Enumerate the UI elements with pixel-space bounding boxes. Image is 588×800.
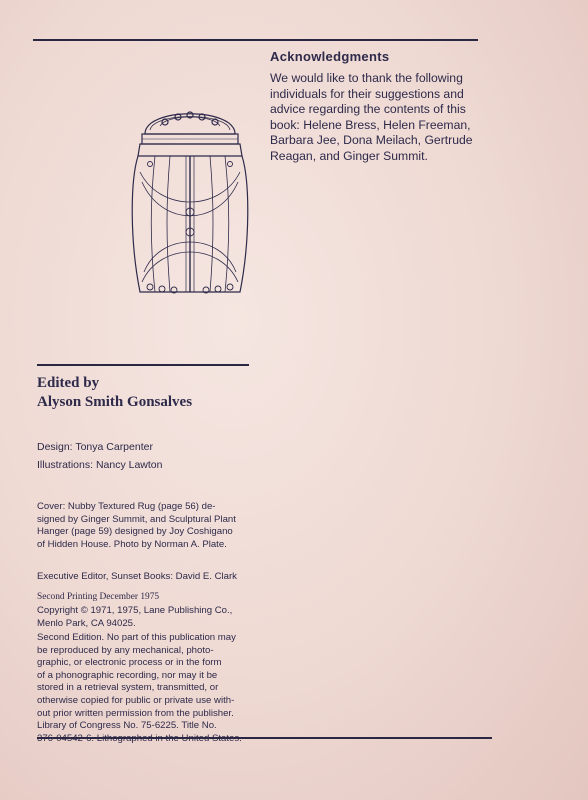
edition-line: out prior written permission from the publisher. bbox=[37, 707, 234, 719]
edited-by-label: Edited by bbox=[37, 375, 100, 391]
cover-line: signed by Ginger Summit, and Sculptural Plant bbox=[37, 513, 236, 525]
acknowledgments-line: advice regarding the contents of this bbox=[270, 102, 466, 117]
executive-editor: Executive Editor, Sunset Books: David E. Clark bbox=[37, 571, 237, 582]
design-credit: Design: Tonya Carpenter bbox=[37, 441, 153, 453]
acknowledgments-line: individuals for their suggestions and bbox=[270, 86, 464, 101]
edition-line: graphic, or electronic process or in the form bbox=[37, 657, 222, 669]
edition-line: Library of Congress No. 75-6225. Title No. bbox=[37, 720, 217, 732]
acknowledgments-text bbox=[270, 71, 482, 165]
acknowledgments-line: We would like to thank the following bbox=[270, 71, 463, 85]
edition-line: Second Edition. No part of this publication may bbox=[37, 632, 236, 643]
edition-line: otherwise copied for public or private use with- bbox=[37, 694, 235, 706]
edition-line: 376-04542-6. Lithographed in the United States. bbox=[37, 732, 242, 744]
copyright-line: Copyright © 1971, 1975, Lane Publishing Co., bbox=[37, 605, 233, 616]
edition-line: of a phonographic recording, nor may it be bbox=[37, 669, 218, 681]
edition-line: be reproduced by any mechanical, photo- bbox=[37, 644, 214, 656]
editor-block bbox=[37, 374, 192, 412]
editor-rule bbox=[37, 364, 249, 366]
acknowledgments-title: Acknowledgments bbox=[270, 49, 390, 64]
printing-info: Second Printing December 1975 bbox=[37, 592, 160, 602]
copyright-block bbox=[37, 605, 265, 630]
cover-line: of Hidden House. Photo by Norman A. Plate. bbox=[37, 538, 227, 550]
edition-line: stored in a retrieval system, transmitted, or bbox=[37, 682, 219, 694]
edition-notice bbox=[37, 632, 265, 745]
copyright-line: Menlo Park, CA 94025. bbox=[37, 617, 136, 629]
acknowledgments-line: Barbara Jee, Dona Meilach, Gertrude bbox=[270, 133, 473, 148]
illustrations-credit: Illustrations: Nancy Lawton bbox=[37, 459, 163, 471]
acknowledgments-line: book: Helene Bress, Helen Freeman, bbox=[270, 117, 471, 132]
cover-credit bbox=[37, 501, 269, 551]
cover-line: Hanger (page 59) designed by Joy Coshigano bbox=[37, 526, 233, 538]
editor-name: Alyson Smith Gonsalves bbox=[37, 394, 193, 410]
top-rule bbox=[33, 39, 478, 41]
acknowledgments-line: Reagan, and Ginger Summit. bbox=[270, 148, 428, 163]
macrame-hanger-illustration-icon bbox=[120, 92, 260, 302]
cover-line: Cover: Nubby Textured Rug (page 56) de- bbox=[37, 501, 216, 512]
